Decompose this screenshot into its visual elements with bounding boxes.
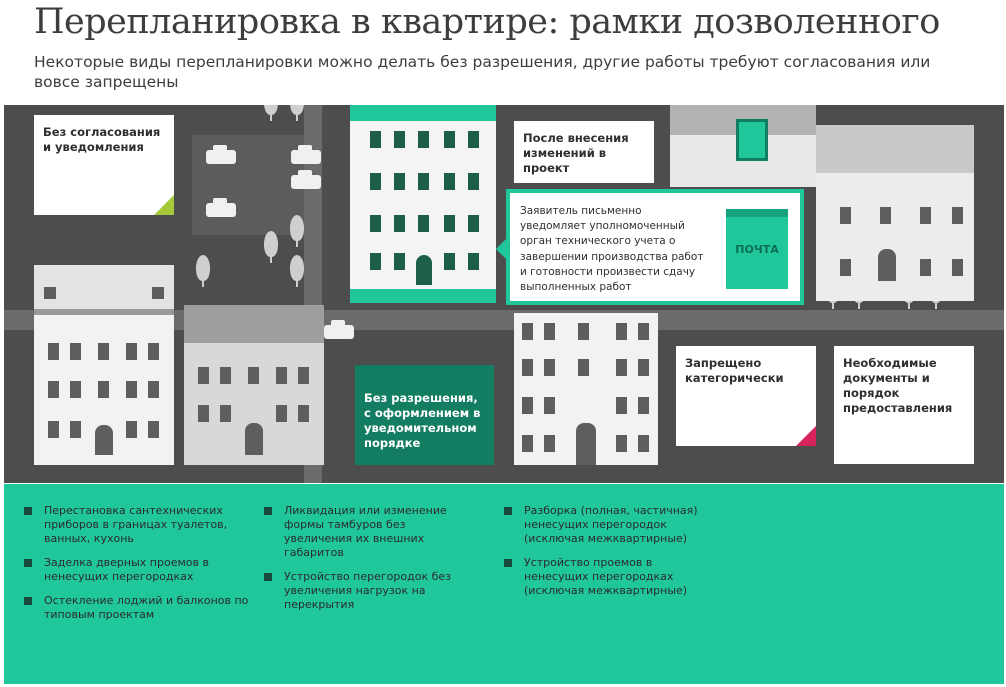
bullet-icon [24, 559, 32, 567]
label-forbidden-text: Запрещено категорически [685, 356, 784, 385]
tree-icon [290, 105, 304, 115]
label-after-changes-text: После внесения изменений в проект [523, 131, 629, 175]
city-illustration [4, 105, 1004, 483]
label-no-permission [355, 365, 494, 465]
tree-icon [196, 255, 210, 281]
label-documents [834, 346, 974, 464]
building-center [514, 313, 658, 465]
label-documents-text: Необходимые документы и порядок предоставления [843, 356, 953, 415]
building-top-right [670, 105, 816, 187]
label-after-changes [514, 121, 654, 183]
tree-icon [264, 231, 278, 257]
list-item: Остекление лоджий и балконов по типовым проектам [24, 594, 256, 622]
bullet-icon [504, 507, 512, 515]
page-subtitle: Некоторые виды перепланировки можно делать без разрешения, другие работы требуют согласования или вовсе запрещены [34, 53, 931, 91]
red-marker [796, 426, 816, 446]
bullet-icon [24, 507, 32, 515]
package-icon [736, 119, 768, 161]
label-forbidden [676, 346, 816, 446]
car-icon [291, 150, 321, 164]
mailbox-icon [726, 209, 788, 289]
car-icon [324, 325, 354, 339]
notification-callout [506, 189, 804, 305]
list-item: Ликвидация или изменение формы тамбуров без увеличения их внешних габаритов [264, 504, 474, 560]
list-item: Устройство проемов в ненесущих перегородках (исключая межквартирные) [504, 556, 714, 598]
tree-icon [290, 255, 304, 281]
building-green [350, 105, 496, 303]
bullet-icon [264, 573, 272, 581]
building-left-second [184, 305, 324, 465]
list-after-changes [504, 504, 714, 608]
building-left [34, 265, 174, 465]
rules-panel [4, 484, 1004, 684]
list-item: Разборка (полная, частичная) ненесущих перегородок (исключая межквартирные) [504, 504, 714, 546]
tree-icon [264, 105, 278, 115]
car-icon [291, 175, 321, 189]
mailbox-label: ПОЧТА [735, 243, 779, 256]
list-item: Заделка дверных проемов в ненесущих перегородках [24, 556, 256, 584]
lime-marker [154, 195, 174, 215]
list-no-permission [264, 504, 474, 622]
label-no-permission-text: Без разрешения, с оформлением в уведомительном порядке [364, 391, 481, 450]
label-no-approval-text: Без согласования и уведомления [43, 125, 161, 154]
bullet-icon [264, 507, 272, 515]
building-far-right [816, 125, 974, 301]
bullet-icon [24, 597, 32, 605]
list-item: Устройство перегородок без увеличения нагрузок на перекрытия [264, 570, 474, 612]
callout-pointer [496, 237, 508, 261]
page-title: Перепланировка в квартире: рамки дозволенного [34, 2, 940, 42]
label-no-approval [34, 115, 174, 215]
car-icon [206, 203, 236, 217]
tree-icon [290, 215, 304, 241]
callout-text: Заявитель письменно уведомляет уполномоченный орган технического учета о завершении производства работ и готовности произвести сдачу выполненных работ [520, 205, 704, 294]
list-no-approval [24, 504, 256, 632]
list-item: Перестановка сантехнических приборов в границах туалетов, ванных, кухонь [24, 504, 256, 546]
car-icon [206, 150, 236, 164]
bullet-icon [504, 559, 512, 567]
